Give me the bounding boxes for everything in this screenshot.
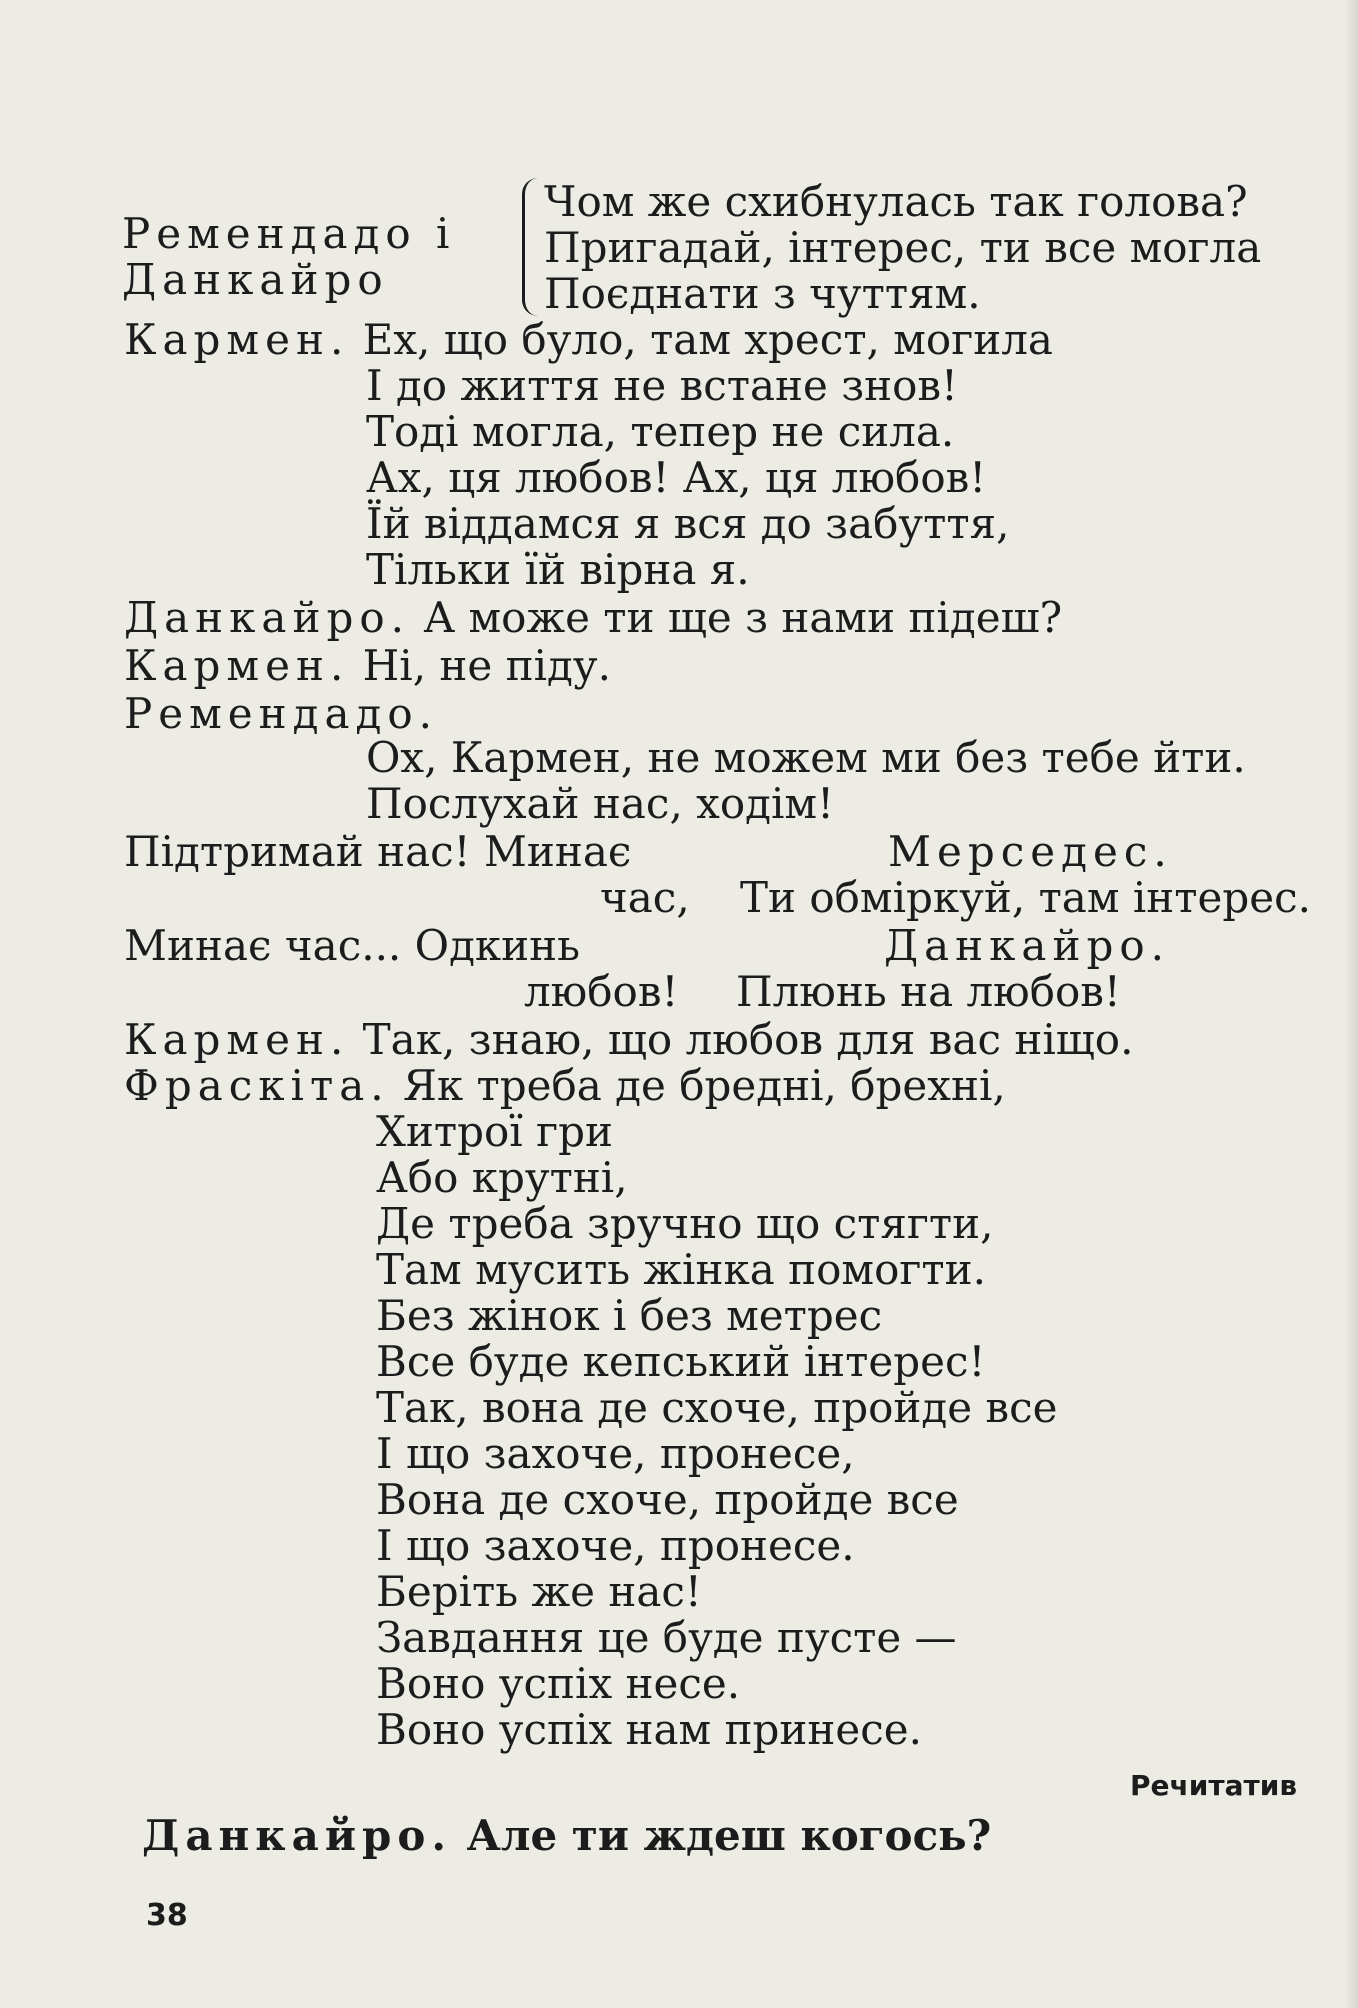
dialogue-line — [124, 642, 611, 690]
verse-line: Хитрої гри — [376, 1107, 613, 1156]
verse-line: Або крутні, — [376, 1153, 628, 1202]
verse-line: Завдання це буде пусте — — [376, 1613, 957, 1662]
verse-line: Воно успіх несе. — [376, 1659, 741, 1708]
verse-line: час, — [600, 873, 690, 922]
verse-line: Підтримай нас! Минає — [124, 827, 632, 876]
verse-text: Ні, не піду. — [362, 641, 611, 690]
speaker-name: Данкайро. — [124, 593, 410, 642]
verse-line: Чом же схибнулась так голова? — [544, 177, 1248, 226]
verse-line: Минає час... Одкинь — [124, 921, 581, 970]
verse-line: І що захоче, пронесе, — [376, 1429, 855, 1478]
verse-line: Плюнь на любов! — [736, 967, 1121, 1016]
verse-line: Тільки їй вірна я. — [366, 545, 750, 594]
dialogue-line — [124, 1016, 1133, 1064]
dialogue-line — [124, 594, 1062, 642]
verse-line: Беріть же нас! — [376, 1567, 702, 1616]
page-edge — [1344, 0, 1358, 2008]
verse-line: Без жінок і без метрес — [376, 1291, 883, 1340]
verse-text: Але ти ждеш когось? — [466, 1811, 992, 1860]
speaker-name: Кармен. — [124, 641, 350, 690]
verse-line: Їй віддамся я вся до забуття, — [366, 499, 1010, 548]
verse-line: Все буде кепський інтерес! — [376, 1337, 986, 1386]
dialogue-line — [142, 1812, 991, 1860]
dialogue-line — [124, 316, 1053, 364]
grouping-brace — [522, 178, 539, 316]
page-number: 38 — [146, 1898, 188, 1933]
speaker-name: Ремендадо. — [124, 689, 439, 738]
verse-text: Ех, що було, там хрест, могила — [362, 315, 1053, 364]
verse-text: Так, знаю, що любов для вас ніщо. — [362, 1015, 1134, 1064]
verse-line: Поєднати з чуттям. — [544, 269, 981, 318]
dialogue-line — [124, 1062, 1006, 1110]
verse-line: Воно успіх нам принесе. — [376, 1705, 922, 1754]
verse-line: Тоді могла, тепер не сила. — [366, 407, 955, 456]
verse-line: Так, вона де схоче, пройде все — [376, 1383, 1058, 1432]
verse-line: Пригадай, інтерес, ти все могла — [544, 223, 1262, 272]
verse-line: Там мусить жінка помогти. — [376, 1245, 986, 1294]
verse-line: Вона де схоче, пройде все — [376, 1475, 959, 1524]
speaker-name: Кармен. — [124, 315, 350, 364]
verse-line: Ах, ця любов! Ах, ця любов! — [366, 453, 987, 502]
speaker-name: Данкайро. — [884, 921, 1170, 970]
verse-text: Як треба де бредні, брехні, — [402, 1061, 1006, 1110]
verse-line: Де треба зручно що стягти, — [376, 1199, 994, 1248]
speaker-name: Кармен. — [124, 1015, 350, 1064]
verse-line: І до життя не встане знов! — [366, 361, 958, 410]
stage-direction: Речитатив — [1130, 1769, 1298, 1802]
speaker-name: Фраскіта. — [124, 1061, 390, 1110]
speaker-name: Мерседес. — [888, 827, 1173, 876]
verse-line: Ти обміркуй, там інтерес. — [740, 873, 1311, 922]
verse-line: любов! — [524, 967, 679, 1016]
speaker-name: Ремендадо і — [122, 209, 456, 258]
verse-line: Послухай нас, ходім! — [366, 779, 834, 828]
verse-line: І що захоче, пронесе. — [376, 1521, 855, 1570]
verse-line: Ох, Кармен, не можем ми без тебе йти. — [366, 733, 1246, 782]
verse-text: А може ти ще з нами підеш? — [423, 593, 1063, 642]
speaker-name: Данкайро. — [142, 1811, 452, 1860]
speaker-name: Данкайро — [122, 255, 389, 304]
